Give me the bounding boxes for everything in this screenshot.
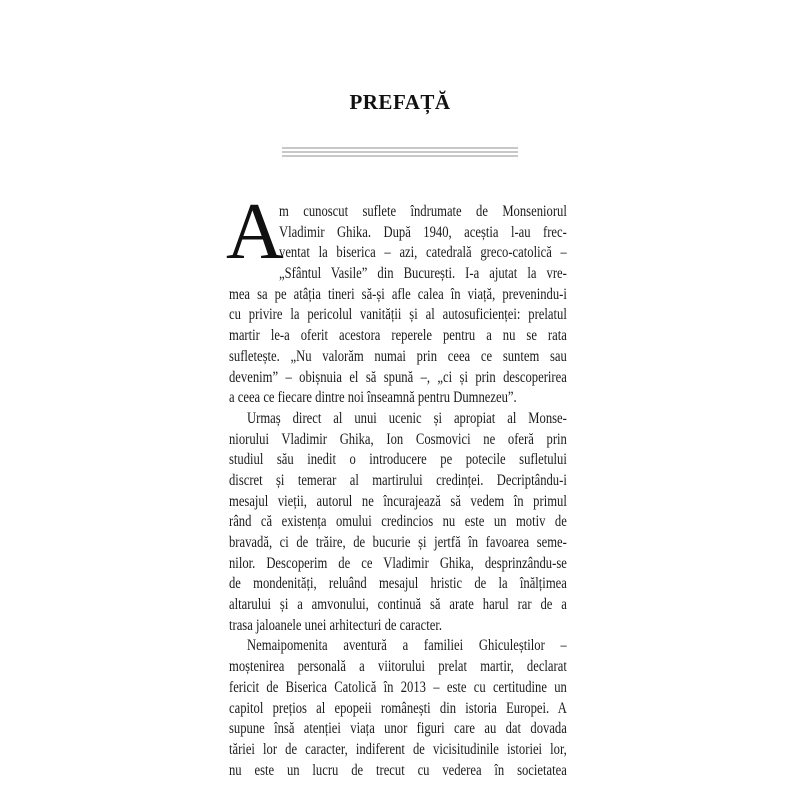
text-line: bravadă, ci de trăire, de bucurie și jertfă în favoarea seme- [229, 534, 567, 551]
text-line: discret și temerar al martirului credinței. Decriptându-i [229, 471, 567, 489]
text-line: fericit de Biserica Catolică în 2013 – este cu certitudine un [229, 678, 567, 696]
body-text [229, 202, 567, 781]
text-line: nu este un lucru de trecut cu vederea în societatea [229, 761, 567, 779]
drop-cap: A [226, 188, 284, 276]
text-line: trasa jaloanele unei arhitecturi de caracter. [229, 616, 443, 634]
text-line: mesajul vieții, autorul ne încurajează să vedem în primul [229, 492, 567, 510]
text-line: „Sfântul Vasile” din București. I-a ajutat la vre- [279, 265, 567, 283]
text-line: ventat la biserica – azi, catedrală greco-catolică – [279, 244, 567, 262]
text-line: moștenirea personală a viitorului prelat martir, declarat [229, 658, 567, 676]
text-line: tăriei lor de caracter, indiferent de vicisitudinile istoriei lor, [229, 740, 567, 758]
text-line: Urmaș direct al unui ucenic și apropiat al Monse- [247, 409, 567, 427]
text-line: studiul său inedit o introducere pe potecile sufletului [229, 451, 567, 469]
text-line: supune însă atenției viața unor figuri care au dat dovada [229, 720, 567, 738]
text-line: martir le-a oferit acestora reperele pentru a nu se rata [229, 327, 567, 345]
text-line: de mondenități, reluând mesajul hristic de la înălțimea [229, 575, 567, 593]
text-line: Nemaipomenita aventură a familiei Ghiculeștilor – [247, 637, 567, 655]
text-line: sufletește. „Nu valorăm numai prin ceea ce suntem sau [229, 347, 567, 365]
text-line: cu privire la pericolul vanității și al autosuficienței: prelatul [229, 306, 567, 324]
text-line: m cunoscut suflete îndrumate de Monseniorul [279, 203, 567, 220]
text-line: altarului și a amvonului, continuă să arate harul rar de a [229, 596, 567, 614]
text-line: devenim” – obișnuia el să spună –, „ci și prin descoperirea [229, 368, 567, 386]
text-line: capitol prețios al epopeii românești din istoria Europei. A [229, 699, 567, 717]
ornament-line [282, 155, 518, 157]
text-line: a ceea ce fiecare dintre noi înseamnă pentru Dumnezeu”. [229, 389, 517, 407]
text-line: niorului Vladimir Ghika, Ion Cosmovici ne oferă prin [229, 430, 567, 448]
ornament-line [282, 151, 518, 153]
page-title: PREFAȚĂ [349, 90, 451, 114]
ornament-line [282, 147, 518, 149]
text-line: mea sa pe atâția tineri să-și afle calea în viață, prevenindu-i [229, 285, 567, 303]
text-line: Vladimir Ghika. După 1940, aceștia l-au frec- [279, 223, 567, 241]
text-line: rând că existența omului credincios nu este un motiv de [229, 513, 567, 531]
text-line: nilor. Descoperim de ce Vladimir Ghika, desprinzându-se [229, 554, 567, 572]
